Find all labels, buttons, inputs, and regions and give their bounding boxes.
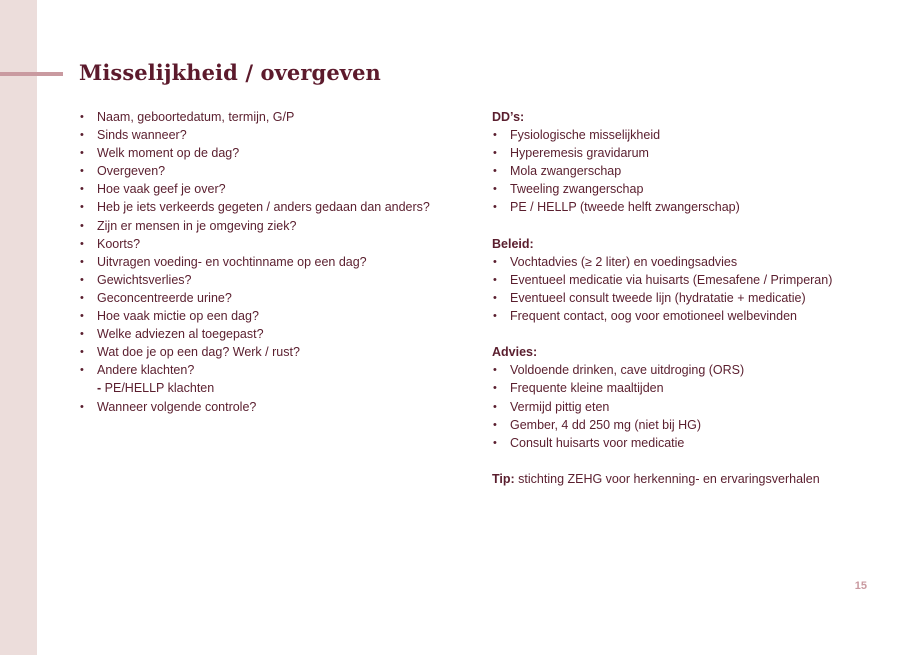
list-item: • Andere klachten? (79, 361, 469, 379)
list-item: • Frequente kleine maaltijden (492, 379, 892, 397)
list-item: • Consult huisarts voor medicatie (492, 434, 892, 452)
advies-list (492, 361, 892, 451)
list-item: • Eventueel medicatie via huisarts (Emesafene / Primperan) (492, 271, 892, 289)
list-item: • Voldoende drinken, cave uitdroging (ORS) (492, 361, 892, 379)
side-band (0, 0, 37, 655)
info-column (492, 108, 892, 488)
tip-line (492, 470, 892, 488)
list-item: • Frequent contact, oog voor emotioneel welbevinden (492, 307, 892, 325)
list-item: • Geconcentreerde urine? (79, 289, 469, 307)
question-column (79, 108, 469, 416)
list-item: • Koorts? (79, 235, 469, 253)
list-item: • Wat doe je op een dag? Werk / rust? (79, 343, 469, 361)
list-item: • Wanneer volgende controle? (79, 398, 469, 416)
list-item: • Sinds wanneer? (79, 126, 469, 144)
list-item: • Welk moment op de dag? (79, 144, 469, 162)
list-item: • Zijn er mensen in je omgeving ziek? (79, 217, 469, 235)
list-item: • Hoe vaak mictie op een dag? (79, 307, 469, 325)
list-item: • Uitvragen voeding- en vochtinname op een dag? (79, 253, 469, 271)
beleid-list (492, 253, 892, 325)
page-number: 15 (854, 580, 867, 592)
list-item: • Vermijd pittig eten (492, 398, 892, 416)
list-item: • Fysiologische misselijkheid (492, 126, 892, 144)
list-item: • Tweeling zwangerschap (492, 180, 892, 198)
sub-dash: - (97, 381, 102, 396)
page-title: Misselijkheid / overgeven (79, 60, 381, 85)
list-item: • Heb je iets verkeerds gegeten / anders gedaan dan anders? (79, 198, 469, 216)
list-item: • Mola zwangerschap (492, 162, 892, 180)
spacer (492, 325, 892, 343)
list-item: • Overgeven? (79, 162, 469, 180)
list-item: • Welke adviezen al toegepast? (79, 325, 469, 343)
dds-list (492, 126, 892, 216)
list-item: • PE / HELLP (tweede helft zwangerschap) (492, 198, 892, 216)
dds-heading: DD’s: (492, 110, 525, 124)
sub-item-text: PE/HELLP klachten (101, 381, 215, 396)
question-list (79, 108, 469, 416)
list-item: • Hyperemesis gravidarum (492, 144, 892, 162)
list-item: • Gewichtsverlies? (79, 271, 469, 289)
tip-label: Tip: (492, 471, 515, 486)
title-rule (0, 72, 63, 76)
list-item: • Vochtadvies (≥ 2 liter) en voedingsadvies (492, 253, 892, 271)
list-item: • Gember, 4 dd 250 mg (niet bij HG) (492, 416, 892, 434)
sub-list-item (79, 379, 469, 397)
list-item: • Eventueel consult tweede lijn (hydratatie + medicatie) (492, 289, 892, 307)
spacer (492, 217, 892, 235)
advies-heading: Advies: (492, 345, 538, 360)
beleid-heading: Beleid: (492, 236, 534, 251)
list-item: • Hoe vaak geef je over? (79, 180, 469, 198)
tip-text: stichting ZEHG voor herkenning- en ervaringsverhalen (514, 471, 820, 486)
spacer (492, 452, 892, 470)
list-item: • Naam, geboortedatum, termijn, G/P (79, 108, 469, 126)
